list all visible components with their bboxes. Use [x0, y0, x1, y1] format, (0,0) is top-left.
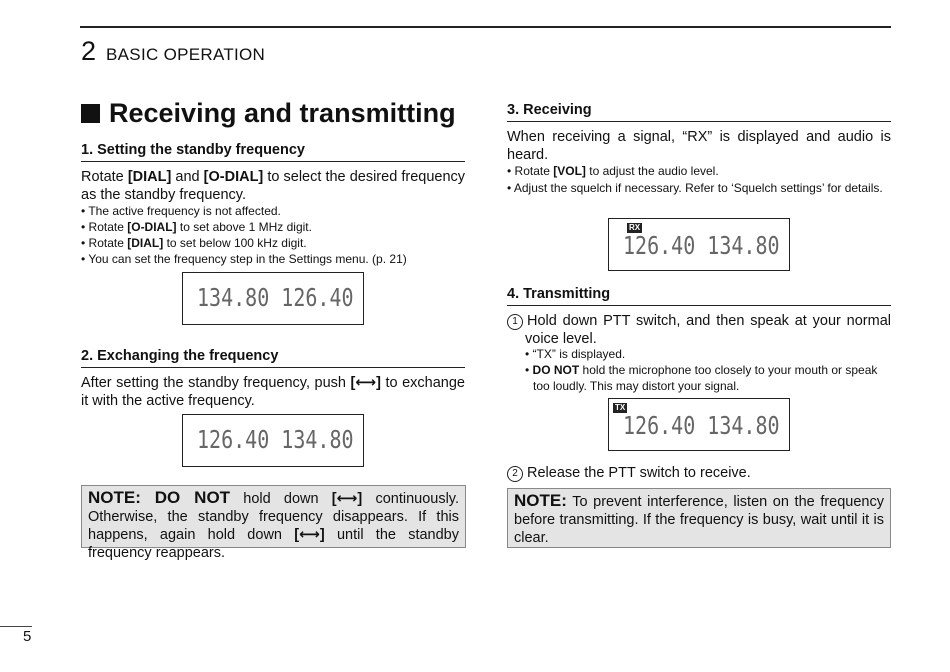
lcd-digits: 126.40 134.80 — [197, 425, 354, 454]
receiving-bullets — [507, 163, 891, 197]
standby-bullets — [81, 203, 465, 267]
receiving-bullet-1: • Rotate [VOL] to adjust the audio level. — [507, 164, 719, 178]
transmit-step-1: 1 Hold down PTT switch, and then speak at your normal voice level. — [507, 312, 891, 348]
page-title — [81, 98, 456, 129]
chapter-number: 2 — [81, 36, 97, 66]
transmit-bullet-2: • DO NOT hold the microphone too closely to your mouth or speak too loudly. This may distort your signal. — [525, 363, 878, 393]
section-heading-exchange: 2. Exchanging the frequency — [81, 348, 465, 368]
section-heading-receiving: 3. Receiving — [507, 102, 891, 122]
rx-indicator: RX — [629, 223, 641, 232]
note-label: NOTE: DO NOT — [88, 488, 231, 507]
standby-bullet-4: • You can set the frequency step in the Settings menu. (p. 21) — [81, 252, 407, 266]
black-square-icon — [81, 104, 100, 123]
receiving-bullet-2: • Adjust the squelch if necessary. Refer to ‘Squelch settings’ for details. — [507, 181, 883, 195]
standby-bullet-3: • Rotate [DIAL] to set below 100 kHz digit. — [81, 236, 307, 250]
tx-indicator: TX — [615, 403, 626, 412]
chapter-title: BASIC OPERATION — [106, 45, 266, 64]
page-number-rule — [0, 626, 32, 627]
lcd-display-receiving — [608, 218, 790, 271]
chapter-header — [81, 36, 265, 67]
transmit-bullet-1: • “TX” is displayed. — [525, 347, 626, 361]
lcd-display-exchange — [182, 414, 364, 467]
receiving-text: When receiving a signal, “RX” is displayed and audio is heard. — [507, 129, 891, 163]
standby-bullet-1: • The active frequency is not affected. — [81, 204, 281, 218]
lcd-digits: 126.40 134.80 — [623, 231, 780, 260]
top-rule — [80, 26, 891, 28]
lcd-digits: 126.40 134.80 — [623, 411, 780, 440]
exchange-text: After setting the standby frequency, push [⟷] to exchange it with the active frequency. — [81, 375, 465, 409]
transmit-step-2: 2 Release the PTT switch to receive. — [507, 464, 891, 482]
lcd-display-transmitting — [608, 398, 790, 451]
standby-bullet-2: • Rotate [O-DIAL] to set above 1 MHz digit. — [81, 220, 312, 234]
page-title-text: Receiving and transmitting — [109, 98, 456, 128]
lcd-display-standby — [182, 272, 364, 325]
note-box-exchange: NOTE: DO NOT hold down [⟷] continuously. Otherwise, the standby frequency disappears. If this happens, again hold down [⟷] until the standby frequency reappears. — [81, 485, 466, 548]
transmit-bullets — [525, 346, 891, 394]
section-heading-standby: 1. Setting the standby frequency — [81, 142, 465, 162]
step-number-1: 1 — [507, 314, 523, 330]
standby-intro: Rotate [DIAL] and [O-DIAL] to select the desired frequency as the standby frequency. — [81, 169, 466, 203]
section-heading-transmitting: 4. Transmitting — [507, 286, 891, 306]
lcd-digits: 134.80 126.40 — [197, 283, 354, 312]
page-number: 5 — [23, 628, 32, 645]
note-box-transmitting: NOTE: To prevent interference, listen on the frequency before transmitting. If the frequency is busy, wait until it is clear. — [507, 488, 891, 548]
note-label: NOTE: — [514, 491, 567, 510]
step-number-2: 2 — [507, 466, 523, 482]
